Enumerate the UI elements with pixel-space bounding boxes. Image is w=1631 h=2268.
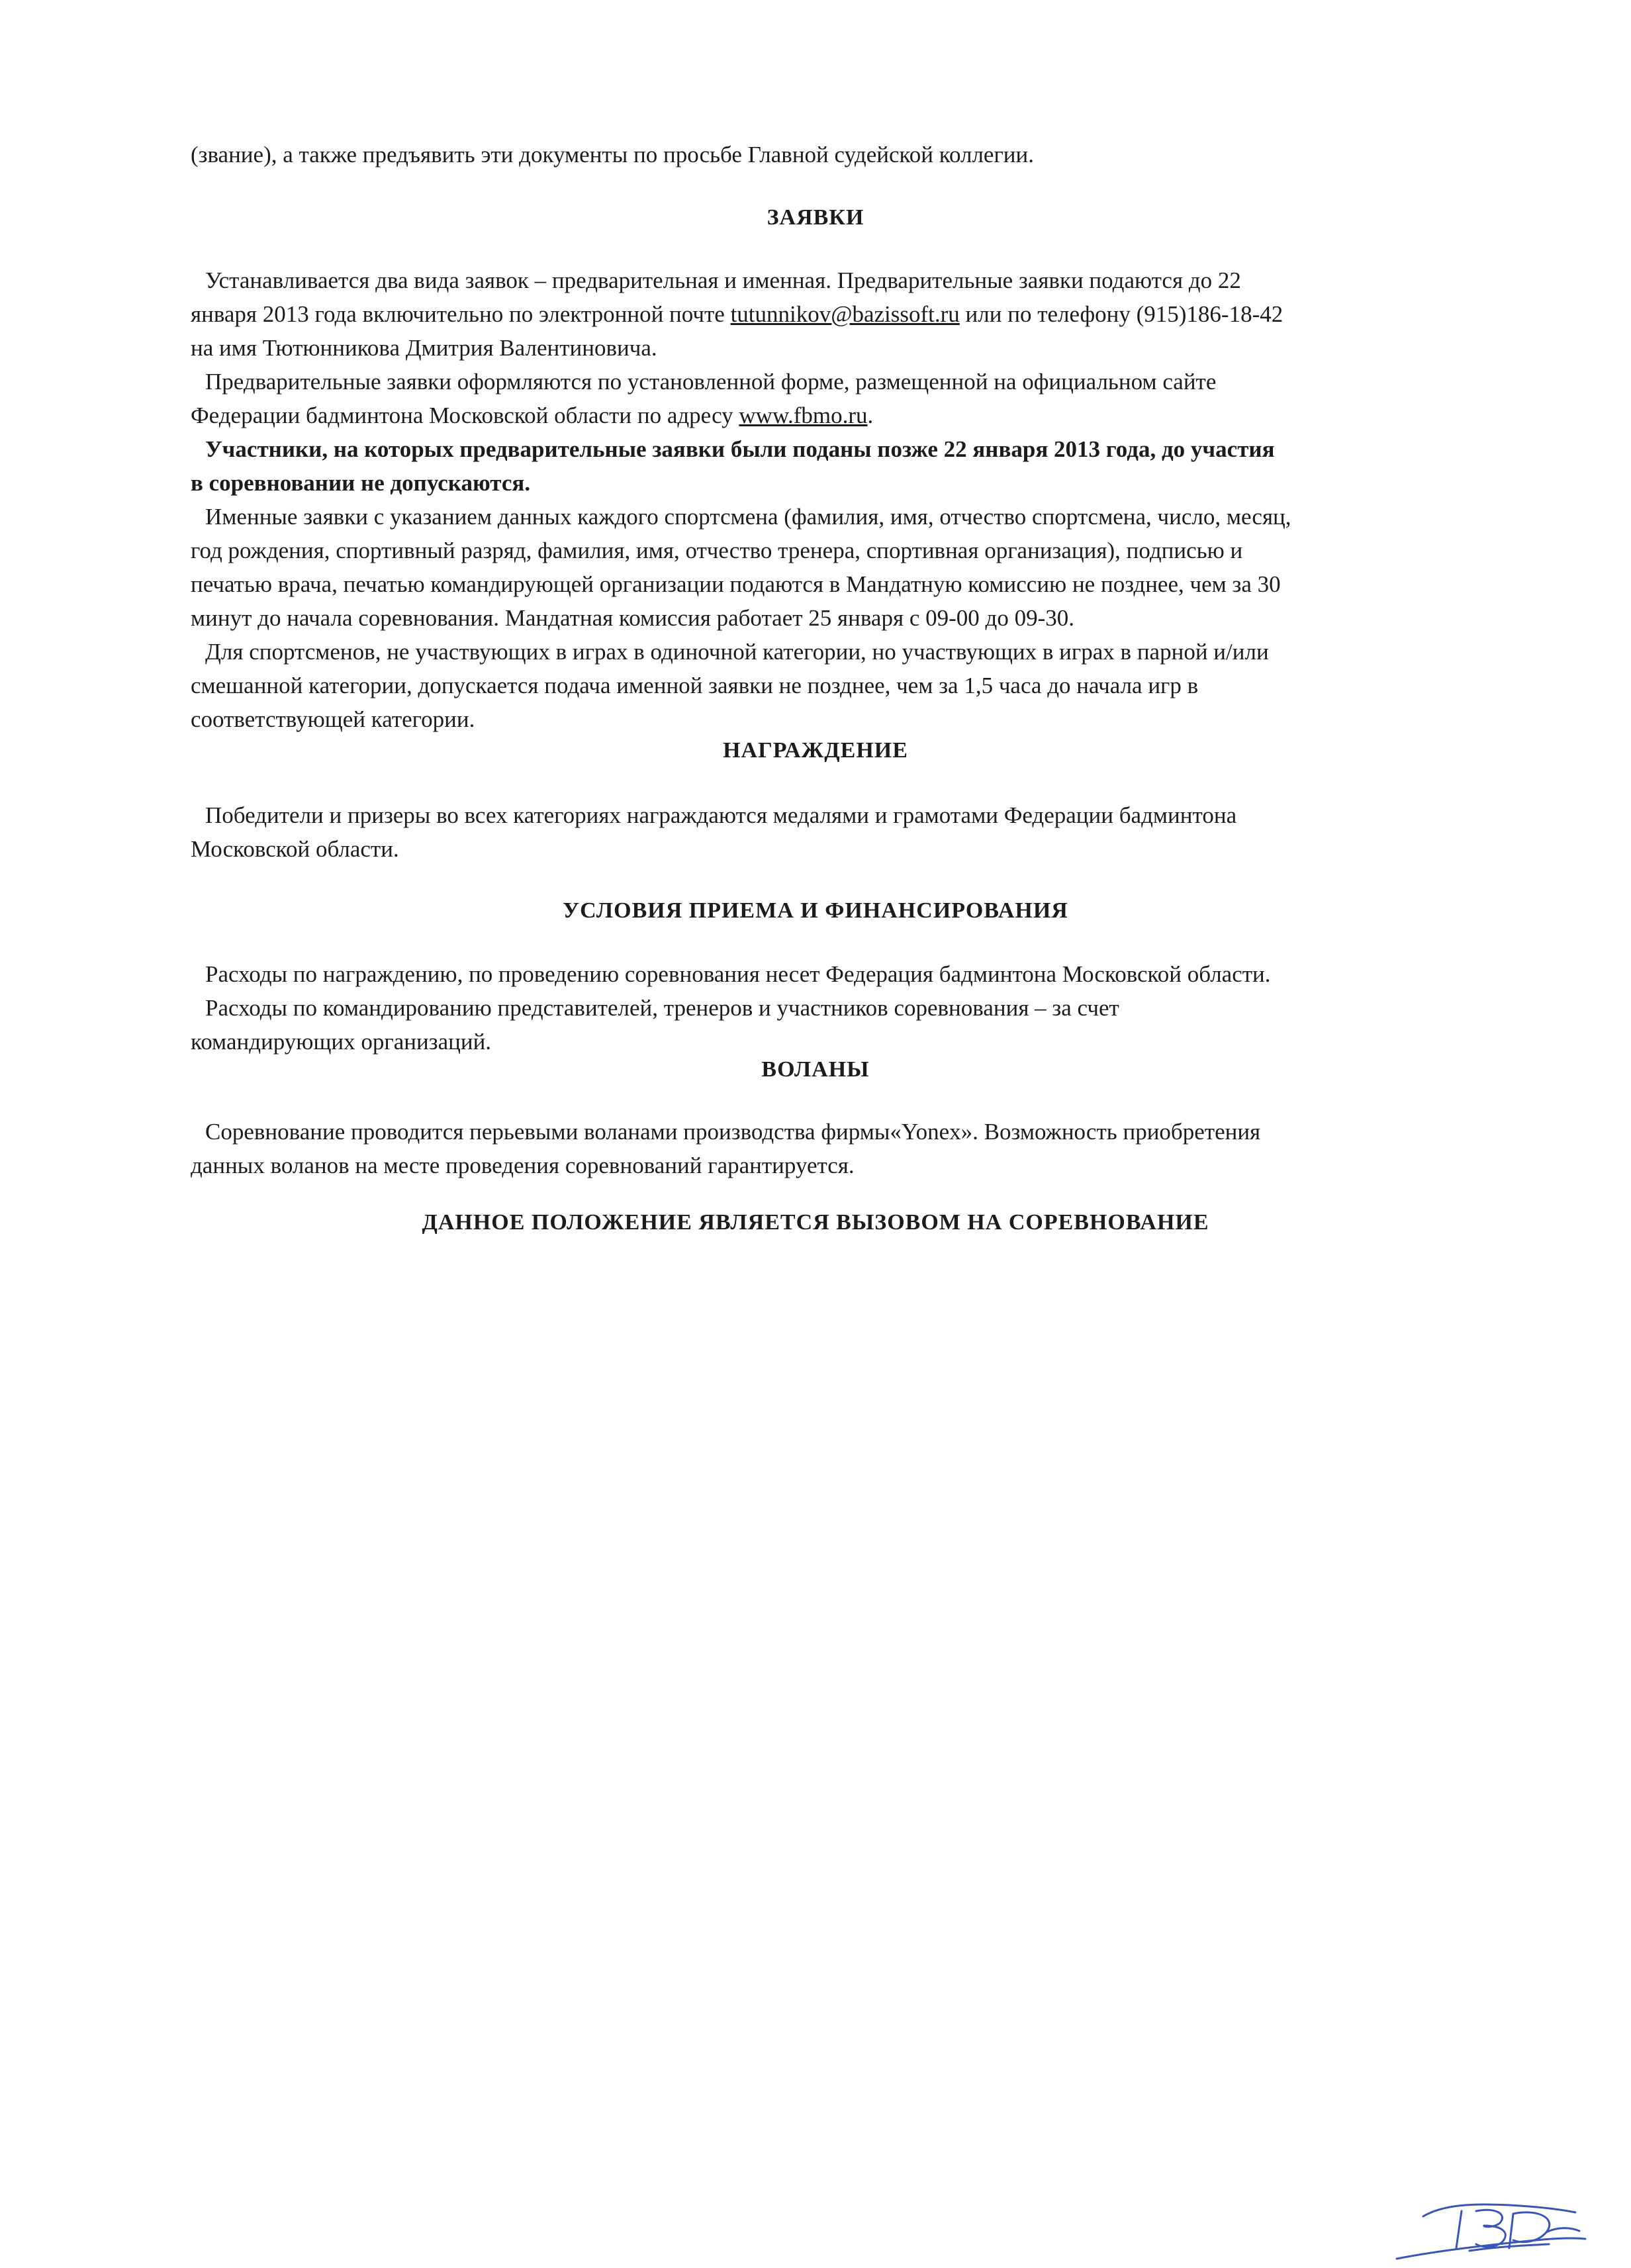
usloviya-section — [191, 957, 1508, 1059]
closing-heading: ДАННОЕ ПОЛОЖЕНИЕ ЯВЛЯЕТСЯ ВЫЗОВОМ НА СОРЕВНОВАНИЕ — [422, 1210, 1209, 1235]
zayavki-p4-line3: печатью врача, печатью командирующей организации подаются в Мандатную комиссию не позднее, чем за 30 — [191, 571, 1281, 597]
volany-heading: ВОЛАНЫ — [761, 1057, 870, 1082]
intro-line: (звание), а также предъявить эти документы по просьбе Главной судейской коллегии. — [191, 142, 1035, 167]
intro-paragraph — [191, 138, 1508, 171]
nagrazhdenie-line1: Победители и призеры во всех категориях награждаются медалями и грамотами Федерации бадминтона — [205, 802, 1237, 828]
email-link[interactable]: tutunnikov@bazissoft.ru — [730, 301, 960, 327]
usloviya-heading: УСЛОВИЯ ПРИЕМА И ФИНАНСИРОВАНИЯ — [563, 898, 1068, 923]
zayavki-p2-line2-after: . — [867, 402, 874, 428]
zayavki-p1-line2 — [191, 297, 1508, 331]
zayavki-p1-line2-before: января 2013 года включительно по электронной почте — [191, 301, 731, 327]
zayavki-p2-line2 — [191, 399, 1508, 432]
volany-section — [191, 1115, 1508, 1182]
zayavki-p5-line1: Для спортсменов, не участвующих в играх в одиночной категории, но участвующих в играх в парной и/или — [205, 639, 1269, 665]
zayavki-p4-line2: год рождения, спортивный разряд, фамилия, имя, отчество тренера, спортивная организация), подписью и — [191, 538, 1243, 563]
zayavki-p1-line3: на имя Тютюнникова Дмитрия Валентиновича. — [191, 335, 657, 361]
usloviya-line2: Расходы по командированию представителей, тренеров и участников соревнования – за счет — [205, 995, 1119, 1021]
nagrazhdenie-line2: Московской области. — [191, 836, 399, 862]
zayavki-section — [191, 263, 1508, 736]
nagrazhdenie-heading: НАГРАЖДЕНИЕ — [723, 738, 908, 763]
zayavki-p4-line1: Именные заявки с указанием данных каждого спортсмена (фамилия, имя, отчество спортсмена, число, месяц, — [205, 504, 1291, 530]
volany-line2: данных воланов на месте проведения соревнований гарантируется. — [191, 1153, 855, 1178]
zayavki-p2-line1: Предварительные заявки оформляются по установленной форме, размещенной на официальном сайте — [205, 369, 1217, 395]
nagrazhdenie-section — [191, 798, 1508, 866]
volany-line1: Соревнование проводится перьевыми воланами производства фирмы«Yonex». Возможность приобретения — [205, 1119, 1261, 1145]
zayavki-p5-line3: соответствующей категории. — [191, 706, 475, 732]
zayavki-p4-line4: минут до начала соревнования. Мандатная комиссия работает 25 января с 09-00 до 09-30. — [191, 605, 1074, 631]
signature-icon — [1383, 2185, 1595, 2268]
usloviya-line3: командирующих организаций. — [191, 1029, 492, 1055]
zayavki-heading: ЗАЯВКИ — [767, 205, 864, 230]
zayavki-p3-line1: Участники, на которых предварительные заявки были поданы позже 22 января 2013 года, до участия — [205, 436, 1275, 462]
zayavki-p2-line2-before: Федерации бадминтона Московской области по адресу — [191, 402, 739, 428]
usloviya-line1: Расходы по награждению, по проведению соревнования несет Федерация бадминтона Московской области. — [205, 961, 1271, 987]
zayavki-p5-line2: смешанной категории, допускается подача именной заявки не позднее, чем за 1,5 часа до начала игр в — [191, 673, 1199, 698]
zayavki-p1-line1: Устанавливается два вида заявок – предварительная и именная. Предварительные заявки подаются до 22 — [205, 267, 1241, 293]
site-link[interactable]: www.fbmo.ru — [739, 402, 868, 428]
zayavki-p3-line2: в соревновании не допускаются. — [191, 470, 531, 496]
zayavki-p1-line2-after: или по телефону (915)186-18-42 — [959, 301, 1283, 327]
